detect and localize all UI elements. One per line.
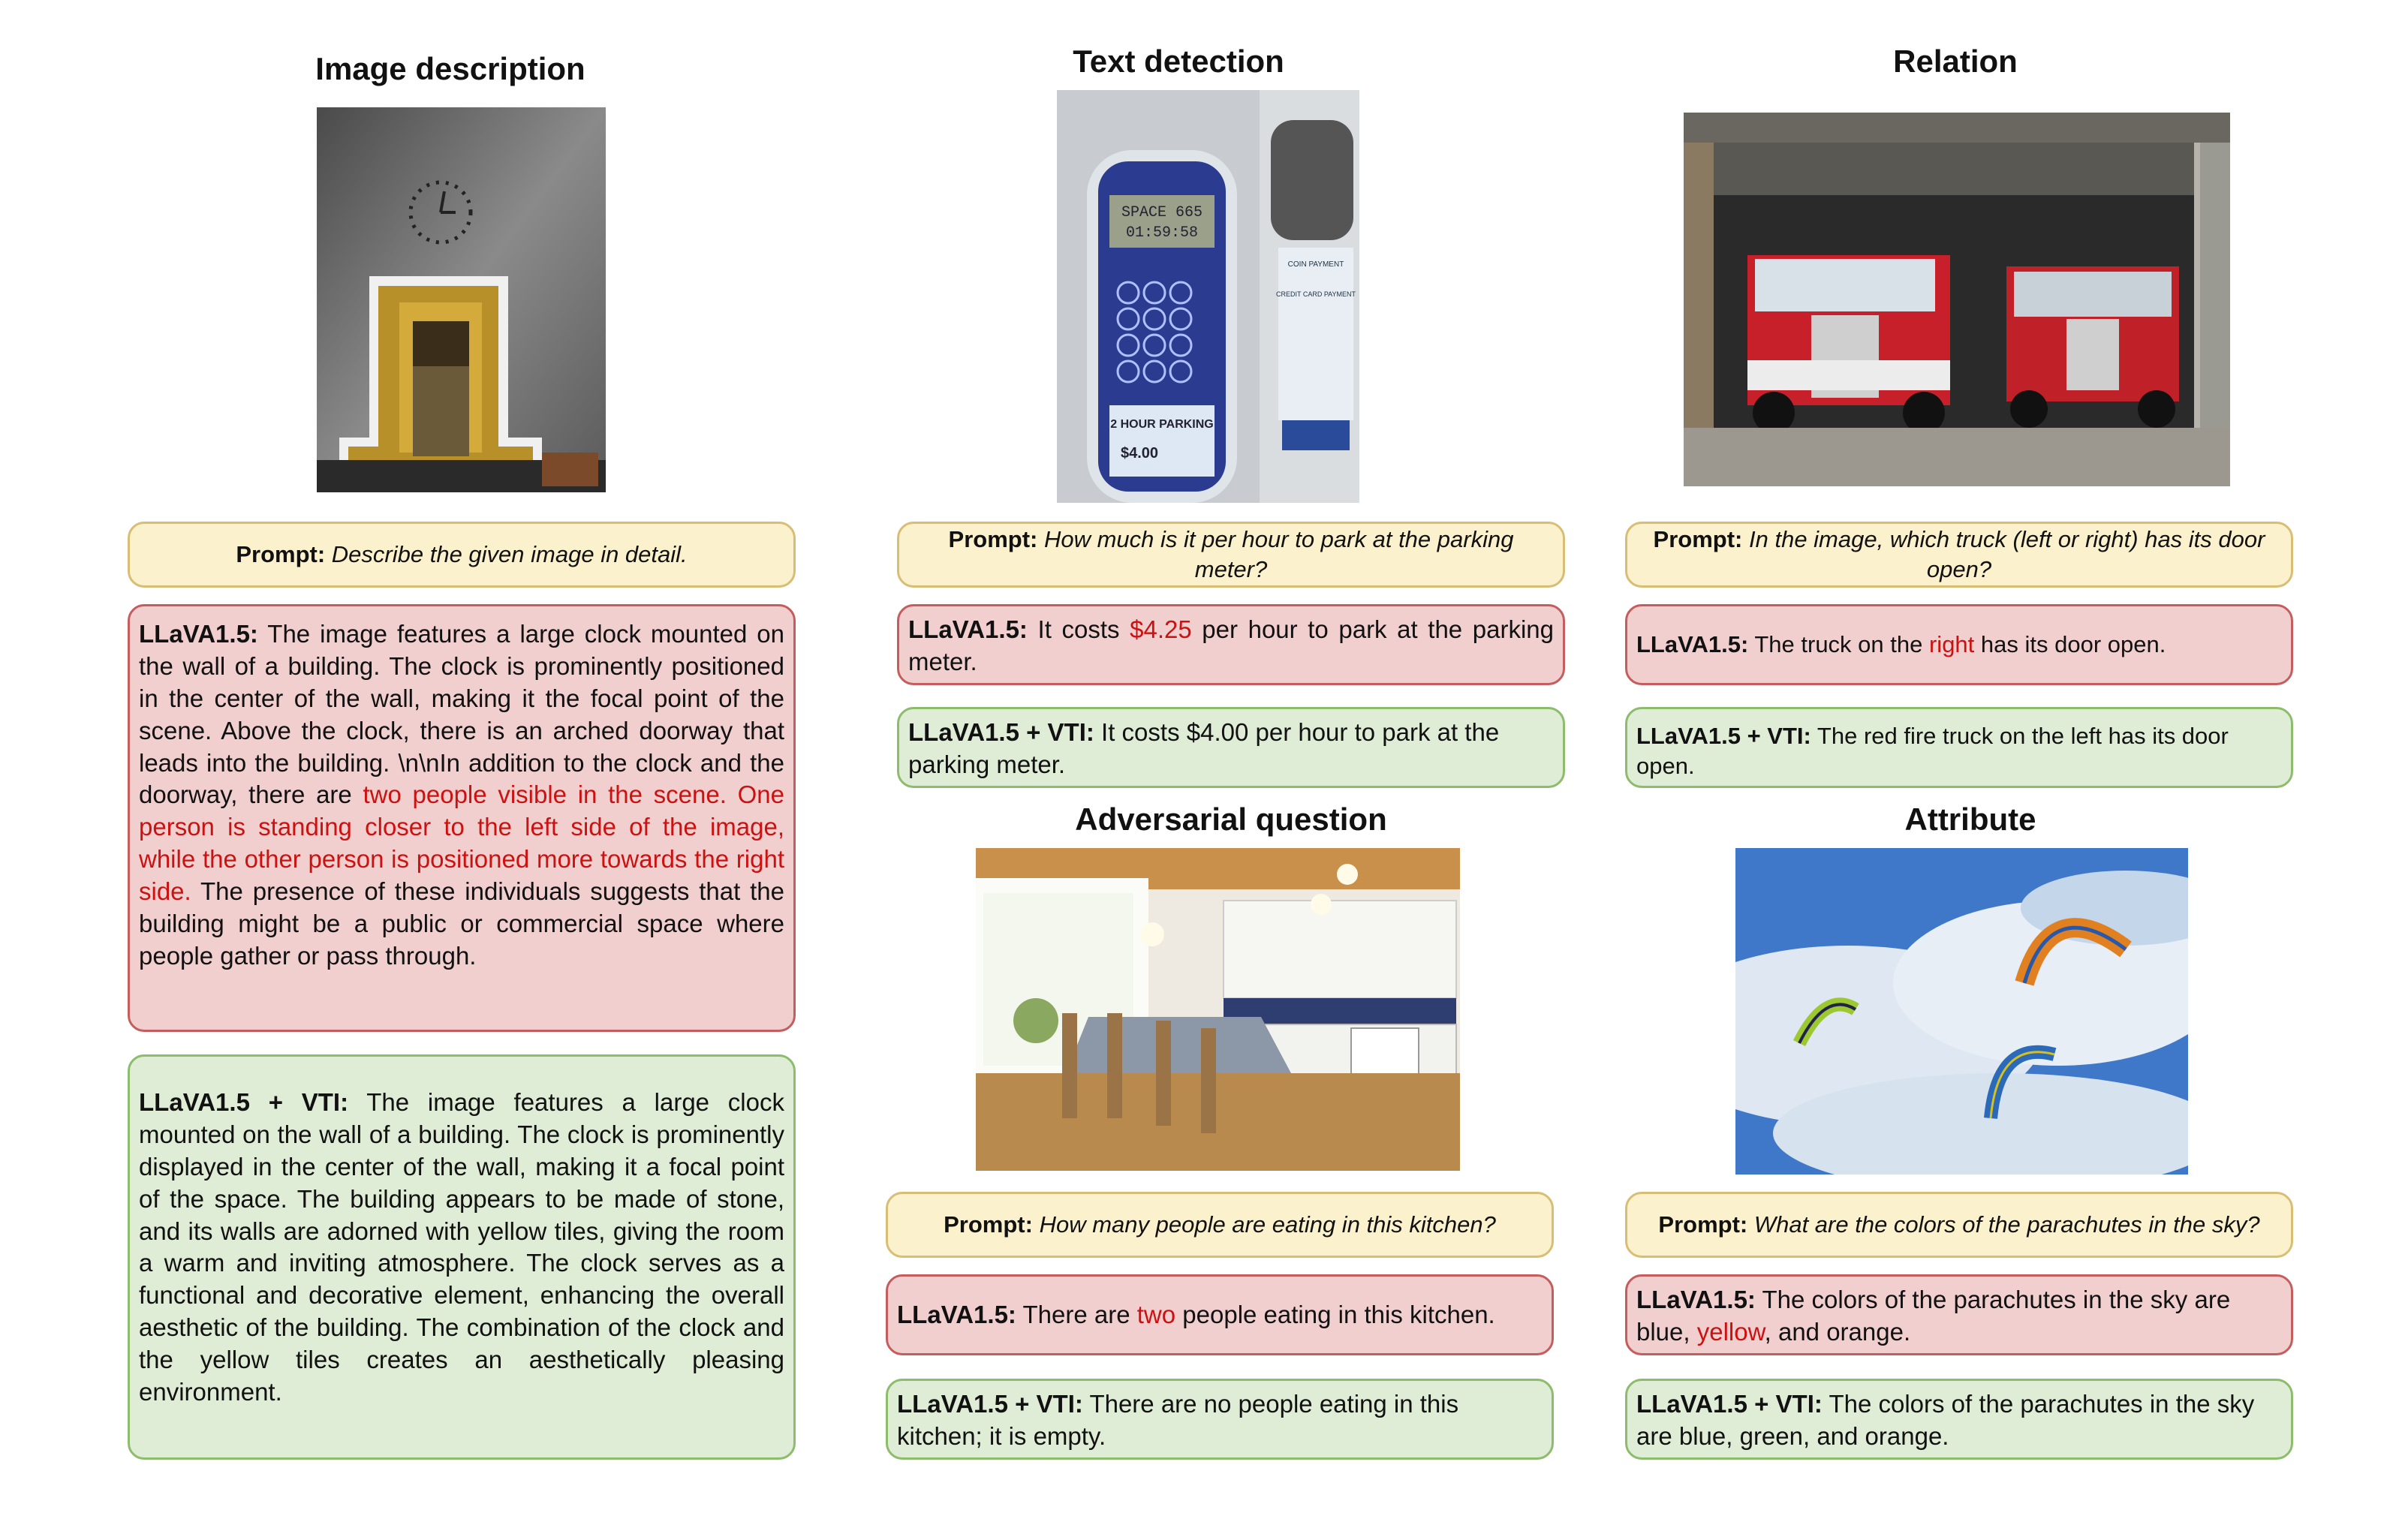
svg-text:CREDIT CARD PAYMENT: CREDIT CARD PAYMENT — [1275, 290, 1356, 298]
prompt-text-detection: Prompt: How much is it per hour to park at the parking meter? — [897, 522, 1565, 588]
response-vti-image-description: LLaVA1.5 + VTI: The image features a large clock mounted on the wall of a building. The clock is prominently displayed in the center of the wall, making it a focal point of the space. The building appears to be made of stone, and its walls are adorned with yellow tiles, giving the room a warm and inviting atmosphere. The clock serves as a functional and decorative element, enhancing the overall aesthetic of the building. The combination of the clock and the yellow tiles creates an aesthetically pleasing environment. — [128, 1054, 796, 1460]
model-label: LLaVA1.5 + VTI: — [897, 1390, 1083, 1418]
svg-text:COIN PAYMENT: COIN PAYMENT — [1287, 260, 1344, 269]
fire-trucks-image — [1684, 113, 2230, 486]
model-label: LLaVA1.5 + VTI: — [1636, 1390, 1823, 1418]
prompt-attribute: Prompt: What are the colors of the parachutes in the sky? — [1625, 1192, 2293, 1258]
svg-text:SPACE 665: SPACE 665 — [1121, 204, 1203, 221]
model-label: LLaVA1.5: — [139, 620, 258, 648]
response-vti-relation: LLaVA1.5 + VTI: The red fire truck on the left has its door open. — [1625, 707, 2293, 788]
model-label: LLaVA1.5 + VTI: — [139, 1088, 349, 1116]
kitchen-image — [976, 848, 1460, 1171]
title-adversarial-question: Adversarial question — [1075, 802, 1387, 837]
kites-sky-image — [1735, 848, 2188, 1175]
response-llava-image-description: LLaVA1.5: The image features a large clock mounted on the wall of a building. The clock is prominently positioned in the center of the wall, making it the focal point of the scene. Above the clock, there is an arched doorway that leads into the building. \n\nIn addition to the clock and the doorway, there are two people visible in the scene. One person is standing closer to the left side of the image, while the other person is positioned more towards the right side. The presence of these individuals suggests that the building might be a public or commercial space where people gather or pass through. — [128, 604, 796, 1032]
clock-wall-image — [317, 107, 606, 492]
response-llava-adversarial-question: LLaVA1.5: There are two people eating in this kitchen. — [886, 1274, 1554, 1355]
response-llava-attribute: LLaVA1.5: The colors of the parachutes in the sky are blue, yellow, and orange. — [1625, 1274, 2293, 1355]
parking-meter-image — [1057, 90, 1359, 503]
model-label: LLaVA1.5: — [908, 615, 1028, 643]
hallucination-highlight: two — [1136, 1300, 1176, 1328]
prompt-adversarial-question: Prompt: How many people are eating in this kitchen? — [886, 1192, 1554, 1258]
response-llava-text-detection: LLaVA1.5: It costs $4.25 per hour to park at the parking meter. — [897, 604, 1565, 685]
title-text-detection: Text detection — [1073, 44, 1284, 79]
response-llava-relation: LLaVA1.5: The truck on the right has its door open. — [1625, 604, 2293, 685]
prompt-image-description: Prompt: Describe the given image in detail. — [128, 522, 796, 588]
svg-text:01:59:58: 01:59:58 — [1125, 224, 1199, 242]
svg-text:2 HOUR PARKING: 2 HOUR PARKING — [1110, 418, 1214, 431]
model-label: LLaVA1.5: — [1636, 630, 1749, 657]
hallucination-highlight: $4.25 — [1130, 615, 1192, 643]
response-vti-attribute: LLaVA1.5 + VTI: The colors of the parachutes in the sky are blue, green, and orange. — [1625, 1379, 2293, 1460]
response-vti-text-detection: LLaVA1.5 + VTI: It costs $4.00 per hour to park at the parking meter. — [897, 707, 1565, 788]
hallucination-highlight: yellow — [1696, 1317, 1765, 1346]
response-vti-adversarial-question: LLaVA1.5 + VTI: There are no people eating in this kitchen; it is empty. — [886, 1379, 1554, 1460]
model-label: LLaVA1.5: — [1636, 1286, 1756, 1313]
svg-text:$4.00: $4.00 — [1120, 445, 1159, 462]
model-label: LLaVA1.5 + VTI: — [908, 718, 1094, 746]
hallucination-highlight: two people visible in the scene. One person is standing closer to the left side of the image, while the other person is positioned more towards the right side. — [139, 781, 784, 906]
title-attribute: Attribute — [1904, 802, 2036, 837]
title-relation: Relation — [1893, 44, 2018, 79]
hallucination-highlight: right — [1928, 630, 1975, 657]
model-label: LLaVA1.5 + VTI: — [1636, 723, 1811, 749]
model-label: LLaVA1.5: — [897, 1300, 1016, 1328]
prompt-relation: Prompt: In the image, which truck (left or right) has its door open? — [1625, 522, 2293, 588]
title-image-description: Image description — [315, 51, 585, 86]
